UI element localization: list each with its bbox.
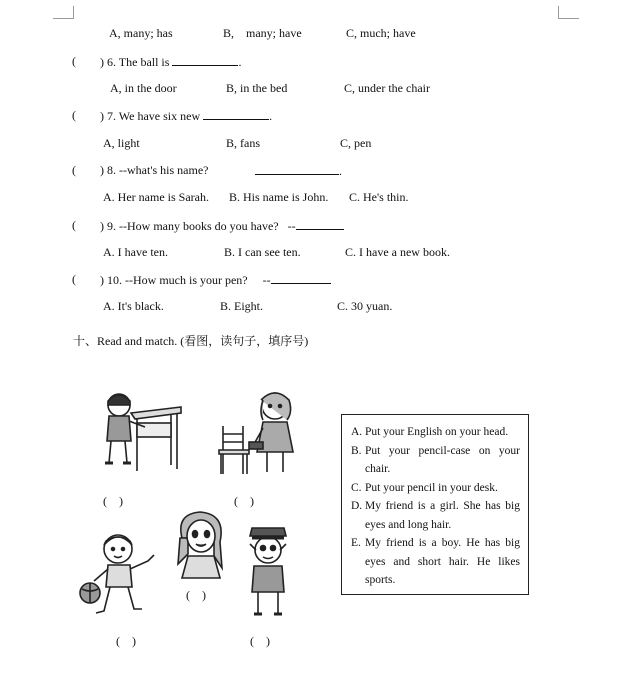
- q6-paren-open: (: [72, 54, 76, 68]
- q8-paren-open: (: [72, 163, 76, 177]
- q6-prompt: [100, 54, 241, 70]
- q10-paren-close: ): [100, 273, 104, 287]
- q8-answer: [255, 163, 342, 179]
- match-option-text: Put your pencil in your desk.: [365, 481, 498, 494]
- picture-1-answer-paren[interactable]: ( ): [103, 494, 123, 508]
- q9-paren-open: (: [72, 218, 76, 232]
- q6-question-text: 6. The ball is: [107, 55, 170, 69]
- page-corner-mark-right: [558, 6, 579, 19]
- q5-option-a: A, many; has: [109, 26, 173, 40]
- picture-4-answer-paren[interactable]: ( ): [186, 588, 206, 602]
- q10-paren-open: (: [72, 272, 76, 286]
- q7-option-a: A, light: [103, 136, 140, 150]
- q10-prompt: [100, 272, 331, 288]
- q9-option-b: B. I can see ten.: [224, 245, 301, 259]
- q10-option-b: B. Eight.: [220, 299, 264, 313]
- q8-answer-blank[interactable]: [255, 163, 339, 175]
- q9-answer-blank[interactable]: [296, 218, 344, 230]
- q8-question-text: 8. --what's his name?: [107, 163, 209, 177]
- q7-option-c: C, pen: [340, 136, 372, 150]
- match-option-letter: A.: [351, 426, 363, 438]
- match-option-letter: C.: [351, 481, 362, 494]
- q6-option-a: A, in the door: [110, 81, 177, 95]
- q9-question-text: 9. --How many books do you have?: [107, 219, 279, 233]
- match-option: [351, 497, 520, 534]
- boy-with-ball-illustration: [74, 527, 164, 622]
- match-option: [351, 534, 520, 590]
- q10-question-text: 10. --How much is your pen?: [107, 273, 248, 287]
- q8-end: .: [339, 164, 342, 178]
- q6-option-b: B, in the bed: [226, 81, 288, 95]
- match-option-text: Put your pencil-case on your chair.: [365, 444, 520, 475]
- picture-5-answer-paren[interactable]: ( ): [250, 634, 270, 648]
- q6-answer-blank[interactable]: [172, 54, 238, 66]
- q10-option-a: A. It's black.: [103, 299, 164, 313]
- section-title: 十、Read and match. (看图，读句子，填序号): [73, 334, 309, 348]
- q10-option-c: C. 30 yuan.: [337, 299, 393, 313]
- match-options-box: [341, 414, 529, 595]
- match-option-text: My friend is a girl. She has big eyes and long hair.: [365, 500, 520, 531]
- match-option: [351, 479, 520, 498]
- q9-option-c: C. I have a new book.: [345, 245, 450, 259]
- q7-paren-open: (: [72, 108, 76, 122]
- picture-2-answer-paren[interactable]: ( ): [234, 494, 254, 508]
- match-option-letter: B.: [351, 444, 362, 457]
- match-option: [351, 423, 520, 442]
- match-option-letter: D.: [351, 500, 363, 512]
- picture-3-answer-paren[interactable]: ( ): [116, 634, 136, 648]
- q10-dash: --: [262, 273, 271, 287]
- q9-paren-close: ): [100, 219, 104, 233]
- q7-end: .: [269, 109, 273, 123]
- q5-option-b: B, many; have: [223, 26, 302, 40]
- q7-answer-blank[interactable]: [203, 108, 269, 120]
- q9-dash: --: [287, 219, 296, 233]
- q8-option-b: B. His name is John.: [229, 190, 329, 204]
- match-option-letter: E.: [351, 537, 361, 549]
- page-corner-mark-left: [53, 6, 74, 19]
- q8-option-c: C. He's thin.: [349, 190, 409, 204]
- girl-with-chair-illustration: [213, 386, 305, 478]
- q9-option-a: A. I have ten.: [103, 245, 168, 259]
- match-option-text: Put your English on your head.: [365, 426, 509, 438]
- match-option-text: My friend is a boy. He has big eyes and short hair. He likes sports.: [365, 537, 520, 586]
- q6-option-c: C, under the chair: [344, 81, 430, 95]
- q6-paren-close: ): [100, 55, 104, 69]
- q8-prompt: [100, 163, 208, 178]
- q7-question-text: 7. We have six new: [107, 109, 201, 123]
- q7-paren-close: ): [100, 109, 104, 123]
- boy-with-cap-illustration: [244, 526, 292, 618]
- q5-option-c: C, much; have: [346, 26, 416, 40]
- q7-prompt: [100, 108, 272, 124]
- girl-long-hair-illustration: [170, 508, 232, 580]
- q10-answer-blank[interactable]: [271, 272, 331, 284]
- q8-option-a: A. Her name is Sarah.: [103, 190, 209, 204]
- q6-end: .: [238, 55, 242, 69]
- match-option: [351, 442, 520, 479]
- q8-paren-close: ): [100, 163, 104, 177]
- q9-prompt: [100, 218, 344, 234]
- q7-option-b: B, fans: [226, 136, 260, 150]
- child-at-desk-illustration: [93, 383, 188, 478]
